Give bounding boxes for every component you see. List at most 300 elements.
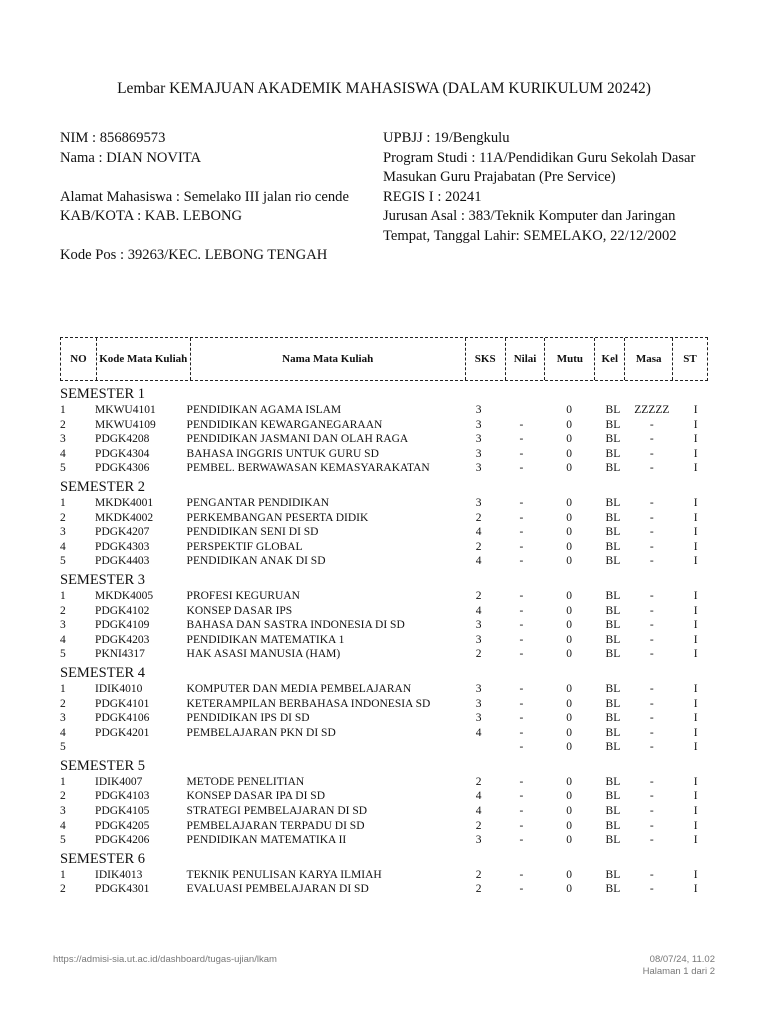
cell-kode: IDIK4010 [95,682,143,695]
cell-st: I [693,555,698,568]
cell-mutu: 0 [566,682,572,695]
cell-st: I [693,604,698,617]
header-kel: Kel [595,338,625,380]
cell-sks: 4 [475,555,482,568]
cell-nama: METODE PENELITIAN [186,775,305,788]
cell-nama: KONSEP DASAR IPS [186,604,293,617]
cell-no: 5 [60,834,66,847]
cell-masa: - [649,834,654,847]
cell-kel: BL [605,697,621,710]
cell-sks: 4 [475,526,482,539]
cell-sks: 2 [475,775,482,788]
cell-masa: - [649,433,654,446]
cell-mutu: 0 [566,462,572,475]
cell-kel: BL [605,775,621,788]
table-row [60,789,720,804]
cell-st: I [693,511,698,524]
cell-no: 4 [60,633,66,646]
cell-nama: PEMBEL. BERWAWASAN KEMASYARAKATAN [186,462,430,475]
cell-nilai: - [519,682,524,695]
table-row [60,604,720,619]
page-title: Lembar KEMAJUAN AKADEMIK MAHASISWA (DALAM KURIKULUM 20242) [117,80,651,97]
cell-sks: 2 [475,868,482,881]
cell-masa: - [649,726,654,739]
cell-mutu: 0 [566,589,572,602]
cell-kel: BL [605,648,621,661]
cell-kel: BL [605,462,621,475]
table-row [60,868,720,883]
table-row [60,819,720,834]
cell-sks: 2 [475,819,482,832]
semester-heading: SEMESTER 6 [60,850,145,867]
header-nama: Nama Mata Kuliah [191,338,466,380]
cell-no: 1 [60,775,66,788]
cell-no: 1 [60,682,66,695]
cell-kode: PDGK4109 [95,619,150,632]
cell-nama: HAK ASASI MANUSIA (HAM) [186,648,341,661]
cell-sks: 2 [475,540,482,553]
table-row [60,682,720,697]
table-row [60,461,720,476]
cell-mutu: 0 [566,540,572,553]
cell-mutu: 0 [566,712,572,725]
cell-nama: KONSEP DASAR IPA DI SD [186,790,326,803]
cell-kel: BL [605,540,621,553]
cell-kel: BL [605,805,621,818]
footer-datetime: 08/07/24, 11.02 [649,954,715,965]
cell-st: I [693,619,698,632]
cell-kode: PDGK4106 [95,712,150,725]
cell-mutu: 0 [566,418,572,431]
cell-nama: PENDIDIKAN MATEMATIKA 1 [186,633,345,646]
cell-nilai: - [519,726,524,739]
cell-masa: ZZZZZ [634,404,670,416]
cell-mutu: 0 [566,819,572,832]
table-row [60,589,720,604]
cell-nilai: - [519,418,524,431]
cell-masa: - [649,589,654,602]
cell-sks: 3 [475,404,482,416]
cell-kel: BL [605,868,621,881]
cell-nilai: - [519,712,524,725]
nama-field: Nama : DIAN NOVITA [60,149,202,166]
cell-kel: BL [605,819,621,832]
cell-masa: - [649,697,654,710]
header-no: NO [61,338,97,380]
cell-mutu: 0 [566,496,572,509]
cell-st: I [693,526,698,539]
cell-nilai: - [519,805,524,818]
cell-kel: BL [605,633,621,646]
cell-mutu: 0 [566,697,572,710]
cell-sks: 2 [475,511,482,524]
cell-mutu: 0 [566,834,572,847]
cell-mutu: 0 [566,726,572,739]
cell-nilai: - [519,868,524,881]
cell-sks: 2 [475,648,482,661]
ttl-field: Tempat, Tanggal Lahir: SEMELAKO, 22/12/2002 [383,227,677,244]
cell-kode: PDGK4206 [95,834,150,847]
cell-nilai: - [519,447,524,460]
cell-st: I [693,883,698,896]
cell-mutu: 0 [566,555,572,568]
cell-kode: PDGK4203 [95,633,150,646]
cell-kel: BL [605,726,621,739]
cell-no: 2 [60,604,66,617]
cell-sks: 3 [475,433,482,446]
cell-sks: 3 [475,496,482,509]
cell-mutu: 0 [566,775,572,788]
cell-nama: BAHASA DAN SASTRA INDONESIA DI SD [186,619,405,632]
cell-sks: 3 [475,447,482,460]
cell-masa: - [649,447,654,460]
cell-st: I [693,648,698,661]
cell-st: I [693,589,698,602]
cell-kel: BL [605,589,621,602]
cell-kel: BL [605,433,621,446]
cell-st: I [693,540,698,553]
cell-kode: MKDK4001 [95,496,154,509]
jurusan-field: Jurusan Asal : 383/Teknik Komputer dan Jaringan [383,208,676,224]
cell-kel: BL [605,418,621,431]
regis-field: REGIS I : 20241 [383,188,482,205]
cell-nama: PENDIDIKAN IPS DI SD [186,712,310,725]
table-row [60,740,720,755]
cell-nilai [498,403,545,418]
cell-kode: PDGK4103 [95,790,150,803]
cell-sks: 2 [475,589,482,602]
cell-nilai: - [519,697,524,710]
cell-sks: 4 [475,604,482,617]
cell-no: 4 [60,819,66,832]
cell-kel: BL [605,883,621,896]
cell-sks: 3 [475,682,482,695]
cell-sks: 3 [475,418,482,431]
student-info [60,129,710,266]
cell-kel: BL [605,511,621,524]
cell-nama: STRATEGI PEMBELAJARAN DI SD [186,805,368,818]
cell-no: 1 [60,589,66,602]
footer-page: Halaman 1 dari 2 [642,966,715,977]
cell-nama: EVALUASI PEMBELAJARAN DI SD [186,883,369,896]
cell-kel: BL [605,404,621,416]
cell-nilai: - [519,555,524,568]
header-sks: SKS [466,338,506,380]
cell-kode: MKDK4002 [95,511,154,524]
cell-nilai: - [519,511,524,524]
cell-masa: - [649,868,654,881]
cell-no: 1 [60,868,66,881]
cell-nilai: - [519,462,524,475]
cell-masa: - [649,805,654,818]
cell-nama: PENGANTAR PENDIDIKAN [186,496,330,509]
cell-nama: PERKEMBANGAN PESERTA DIDIK [186,511,369,524]
cell-nilai: - [519,433,524,446]
cell-no: 4 [60,447,66,460]
cell-no: 1 [60,404,66,416]
table-row [60,403,720,418]
table-row [60,833,720,848]
cell-masa: - [649,526,654,539]
cell-kel: BL [605,712,621,725]
cell-nama: PENDIDIKAN SENI DI SD [186,526,319,539]
cell-nama: PEMBELAJARAN TERPADU DI SD [186,819,365,832]
cell-st: I [693,447,698,460]
cell-nilai: - [519,790,524,803]
cell-kel: BL [605,790,621,803]
footer-meta [643,954,715,978]
table-row [60,618,720,633]
table-row [60,432,720,447]
cell-no: 2 [60,511,66,524]
cell-nilai: - [519,589,524,602]
cell-sks [459,740,498,755]
cell-masa: - [649,741,654,754]
table-row [60,697,720,712]
cell-st: I [693,726,698,739]
cell-nilai: - [519,526,524,539]
cell-mutu: 0 [566,619,572,632]
cell-kode: IDIK4007 [95,775,143,788]
cell-mutu: 0 [566,648,572,661]
cell-st: I [693,775,698,788]
cell-st: I [693,404,698,416]
cell-nama: PENDIDIKAN MATEMATIKA II [186,834,347,847]
cell-st: I [693,418,698,431]
cell-nama: PENDIDIKAN KEWARGANEGARAAN [186,418,383,431]
cell-mutu: 0 [566,741,572,754]
cell-st: I [693,496,698,509]
cell-st: I [693,805,698,818]
cell-masa: - [649,790,654,803]
cell-nilai: - [519,619,524,632]
cell-no: 5 [60,741,66,754]
cell-kode: PDGK4105 [95,805,150,818]
cell-mutu: 0 [566,447,572,460]
table-row [60,726,720,741]
cell-kode: PDGK4205 [95,819,150,832]
cell-no: 2 [60,418,66,431]
cell-kode: PDGK4101 [95,697,150,710]
cell-st: I [693,433,698,446]
semester-heading: SEMESTER 5 [60,757,145,774]
cell-sks: 3 [475,834,482,847]
cell-kode: PDGK4306 [95,462,150,475]
cell-kode: PDGK4301 [95,883,150,896]
cell-masa: - [649,648,654,661]
cell-nilai: - [519,633,524,646]
cell-no: 5 [60,555,66,568]
table-row [60,418,720,433]
cell-st: I [693,834,698,847]
kab-field: KAB/KOTA : KAB. LEBONG [60,208,243,224]
cell-kel: BL [605,604,621,617]
cell-kel: BL [605,447,621,460]
cell-masa: - [649,496,654,509]
table-row [60,633,720,648]
cell-masa: - [649,819,654,832]
cell-sks: 3 [475,462,482,475]
cell-mutu: 0 [566,404,572,416]
cell-kode [95,740,187,755]
alamat-field: Alamat Mahasiswa : Semelako III jalan rio cende [60,188,349,205]
cell-mutu: 0 [566,433,572,446]
cell-sks: 4 [475,805,482,818]
cell-no: 1 [60,496,66,509]
cell-nilai: - [519,741,524,754]
cell-nama: PENDIDIKAN AGAMA ISLAM [186,404,342,416]
cell-masa: - [649,633,654,646]
cell-masa: - [649,604,654,617]
cell-no: 3 [60,712,66,725]
cell-st: I [693,633,698,646]
cell-kode: PDGK4208 [95,433,150,446]
cell-sks: 3 [475,619,482,632]
cell-no: 5 [60,648,66,661]
cell-kel: BL [605,834,621,847]
cell-nilai: - [519,496,524,509]
cell-kode: PDGK4403 [95,555,150,568]
cell-nilai: - [519,775,524,788]
table-row [60,525,720,540]
cell-no: 2 [60,790,66,803]
cell-nilai: - [519,648,524,661]
cell-kode: PDGK4102 [95,604,150,617]
cell-kode: MKWU4109 [95,418,156,431]
cell-st: I [693,741,698,754]
cell-mutu: 0 [566,511,572,524]
cell-mutu: 0 [566,790,572,803]
cell-sks: 4 [475,726,482,739]
table-row [60,511,720,526]
cell-nama: KOMPUTER DAN MEDIA PEMBELAJARAN [186,682,412,695]
cell-masa: - [649,775,654,788]
cell-kode: PKNI4317 [95,648,145,661]
table-row [60,554,720,569]
cell-kode: PDGK4207 [95,526,150,539]
cell-sks: 3 [475,697,482,710]
cell-sks: 4 [475,790,482,803]
table-row [60,711,720,726]
table-row [60,804,720,819]
cell-no: 3 [60,805,66,818]
cell-kel: BL [605,555,621,568]
footer-url: https://admisi-sia.ut.ac.id/dashboard/tugas-ujian/lkam [53,954,277,965]
cell-nilai: - [519,834,524,847]
cell-nama: PENDIDIKAN JASMANI DAN OLAH RAGA [186,433,409,446]
upbjj-field: UPBJJ : 19/Bengkulu [383,130,510,146]
cell-masa: - [649,712,654,725]
cell-kode: MKWU4101 [95,404,156,416]
cell-nama: PERSPEKTIF GLOBAL [186,540,303,553]
cell-sks: 2 [475,883,482,896]
prodi-field: Program Studi : 11A/Pendidikan Guru Sekolah Dasar Masukan Guru Prajabatan (Pre Service) [383,149,696,185]
cell-kode: PDGK4304 [95,447,150,460]
kodepos-field: Kode Pos : 39263/KEC. LEBONG TENGAH [60,247,328,263]
cell-mutu: 0 [566,633,572,646]
cell-nilai: - [519,883,524,896]
header-mutu: Mutu [545,338,595,380]
cell-kel: BL [605,619,621,632]
cell-mutu: 0 [566,526,572,539]
cell-mutu: 0 [566,868,572,881]
cell-nama: PEMBELAJARAN PKN DI SD [186,726,336,739]
cell-st: I [693,790,698,803]
cell-no: 5 [60,462,66,475]
table-row [60,647,720,662]
cell-nama: KETERAMPILAN BERBAHASA INDONESIA SD [186,697,431,710]
cell-no: 4 [60,540,66,553]
cell-st: I [693,697,698,710]
cell-kel: BL [605,526,621,539]
cell-mutu: 0 [566,604,572,617]
cell-kode: PDGK4303 [95,540,150,553]
semester-heading: SEMESTER 2 [60,478,145,495]
cell-masa: - [649,555,654,568]
cell-no: 3 [60,619,66,632]
cell-st: I [693,462,698,475]
cell-sks: 3 [475,712,482,725]
header-st: ST [683,352,697,365]
table-row [60,447,720,462]
cell-nama: BAHASA INGGRIS UNTUK GURU SD [186,447,379,460]
cell-nama: PENDIDIKAN ANAK DI SD [186,555,326,568]
cell-nilai: - [519,540,524,553]
semester-heading: SEMESTER 3 [60,571,145,588]
cell-nama [187,740,460,755]
cell-nama: TEKNIK PENULISAN KARYA ILMIAH [186,868,382,881]
cell-nilai: - [519,819,524,832]
header-masa: Masa [625,338,673,380]
cell-st: I [693,682,698,695]
cell-masa: - [649,462,654,475]
cell-no: 2 [60,697,66,710]
cell-masa: - [649,540,654,553]
cell-st: I [693,712,698,725]
table-row [60,496,720,511]
semester-heading: SEMESTER 4 [60,664,145,681]
cell-masa: - [649,619,654,632]
cell-st: I [693,868,698,881]
nim-field: NIM : 856869573 [60,130,166,146]
cell-st: I [693,819,698,832]
cell-mutu: 0 [566,883,572,896]
cell-no: 2 [60,883,66,896]
cell-masa: - [649,682,654,695]
cell-kode: IDIK4013 [95,868,143,881]
course-table-body [60,383,720,897]
semester-heading: SEMESTER 1 [60,386,145,402]
cell-no: 3 [60,526,66,539]
cell-mutu: 0 [566,805,572,818]
cell-nilai: - [519,604,524,617]
header-nilai: Nilai [506,338,546,380]
header-kode: Kode Mata Kuliah [97,338,191,380]
cell-masa: - [649,418,654,431]
cell-kel: BL [605,682,621,695]
cell-kel: BL [605,496,621,509]
cell-no: 4 [60,726,66,739]
cell-kode: PDGK4201 [95,726,150,739]
cell-no: 3 [60,433,66,446]
cell-nama: PROFESI KEGURUAN [186,589,300,602]
cell-sks: 3 [475,633,482,646]
cell-masa: - [649,883,654,896]
cell-kel: BL [605,741,621,754]
table-row [60,882,720,897]
table-header [60,337,708,381]
cell-masa: - [649,511,654,524]
